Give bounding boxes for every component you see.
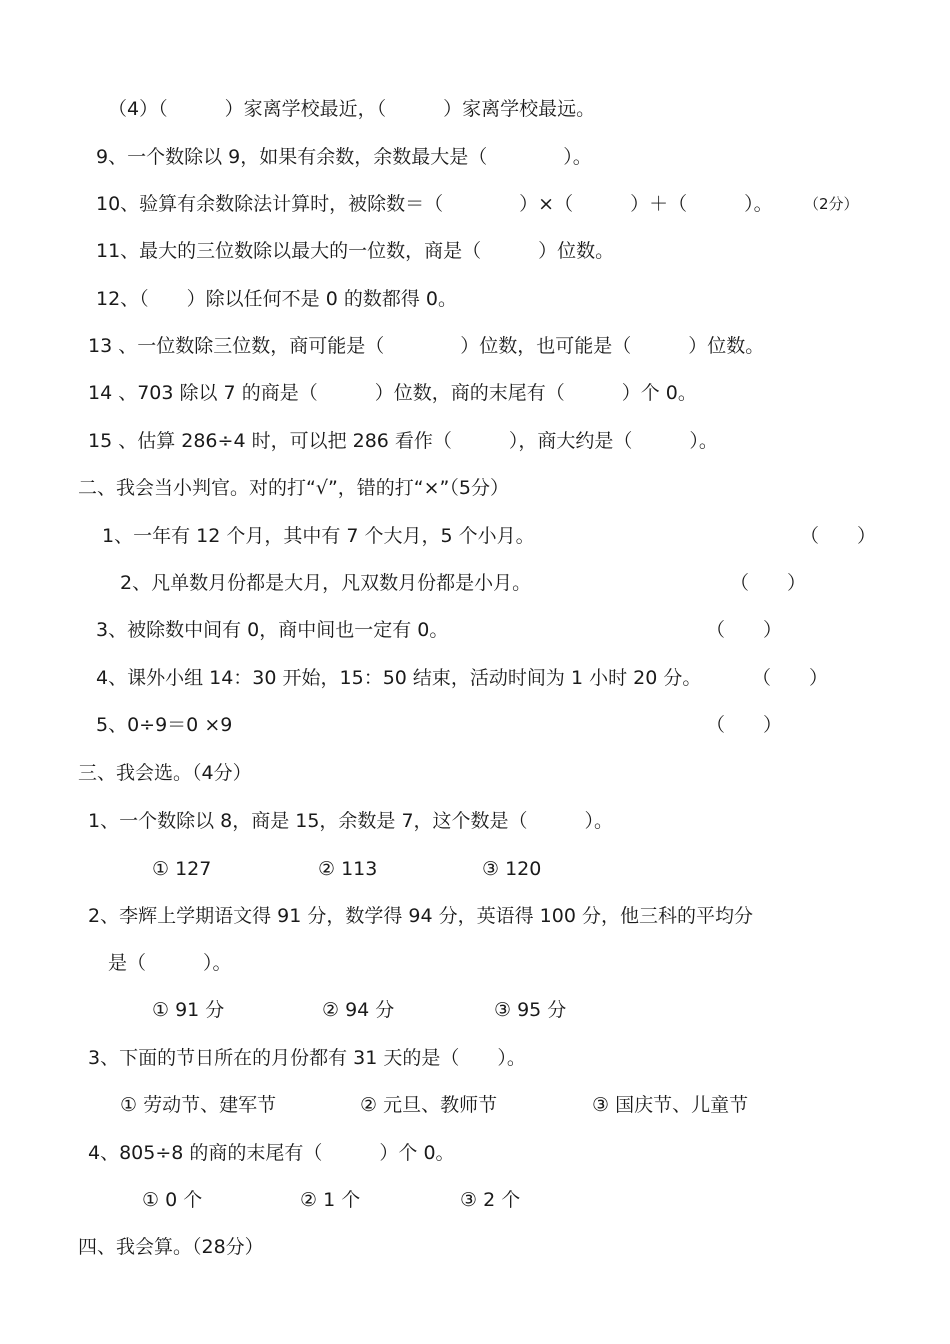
choice-1-option-3[interactable]: ③ 120 — [482, 858, 542, 880]
choice-1-question: 1、一个数除以 8，商是 15，余数是 7，这个数是（ ）。 — [88, 810, 614, 832]
choice-2-option-2[interactable]: ② 94 分 — [322, 999, 395, 1021]
judge-5-answer[interactable]: （ ） — [706, 714, 783, 736]
question-11: 11、最大的三位数除以最大的一位数，商是（ ）位数。 — [96, 240, 615, 262]
choice-4-option-2[interactable]: ② 1 个 — [300, 1189, 361, 1211]
choice-1-option-1[interactable]: ① 127 — [152, 858, 212, 880]
judge-5: 5、0÷9＝0 ×9 — [96, 714, 233, 736]
judge-2: 2、凡单数月份都是大月，凡双数月份都是小月。 — [120, 572, 532, 594]
choice-3-option-2[interactable]: ② 元旦、教师节 — [360, 1094, 498, 1116]
judge-1: 1、一年有 12 个月，其中有 7 个大月，5 个小月。 — [102, 525, 535, 547]
choice-4-question: 4、805÷8 的商的末尾有（ ）个 0。 — [88, 1142, 455, 1164]
judge-2-answer[interactable]: （ ） — [730, 572, 807, 594]
choice-2-question-line-1: 2、李辉上学期语文得 91 分，数学得 94 分，英语得 100 分，他三科的平均分 — [88, 905, 753, 927]
choice-3-option-3[interactable]: ③ 国庆节、儿童节 — [592, 1094, 749, 1116]
question-13: 13 、一位数除三位数，商可能是（ ）位数，也可能是（ ）位数。 — [88, 335, 765, 357]
judge-4-answer[interactable]: （ ） — [752, 667, 829, 689]
choice-4-option-1[interactable]: ① 0 个 — [142, 1189, 203, 1211]
section-2-title: 二、我会当小判官。对的打“√”，错的打“×”（5分） — [78, 477, 509, 499]
choice-2-option-1[interactable]: ① 91 分 — [152, 999, 225, 1021]
choice-3-question: 3、下面的节日所在的月份都有 31 天的是（ ）。 — [88, 1047, 526, 1069]
question-4-sub: （4）（ ）家离学校最近，（ ）家离学校最远。 — [108, 98, 596, 120]
question-12: 12、（ ）除以任何不是 0 的数都得 0。 — [96, 288, 457, 310]
choice-2-option-3[interactable]: ③ 95 分 — [494, 999, 567, 1021]
judge-3-answer[interactable]: （ ） — [706, 619, 783, 641]
question-10: 10、验算有余数除法计算时，被除数＝（ ）×（ ）＋（ ）。 — [96, 193, 773, 215]
judge-4: 4、课外小组 14：30 开始，15：50 结束，活动时间为 1 小时 20 分。 — [96, 667, 702, 689]
choice-2-question-line-2: 是（ ）。 — [108, 952, 232, 974]
question-9: 9、一个数除以 9，如果有余数，余数最大是（ ）。 — [96, 146, 592, 168]
question-14: 14 、703 除以 7 的商是（ ）位数，商的末尾有（ ）个 0。 — [88, 382, 697, 404]
choice-4-option-3[interactable]: ③ 2 个 — [460, 1189, 521, 1211]
choice-1-option-2[interactable]: ② 113 — [318, 858, 378, 880]
question-15: 15 、估算 286÷4 时，可以把 286 看作（ ），商大约是（ ）。 — [88, 430, 718, 452]
section-4-title: 四、我会算。（28分） — [78, 1236, 264, 1258]
choice-3-option-1[interactable]: ① 劳动节、建军节 — [120, 1094, 277, 1116]
judge-3: 3、被除数中间有 0，商中间也一定有 0。 — [96, 619, 449, 641]
judge-1-answer[interactable]: （ ） — [800, 525, 877, 547]
question-10-score: （2分） — [804, 195, 859, 213]
section-3-title: 三、我会选。（4分） — [78, 762, 252, 784]
